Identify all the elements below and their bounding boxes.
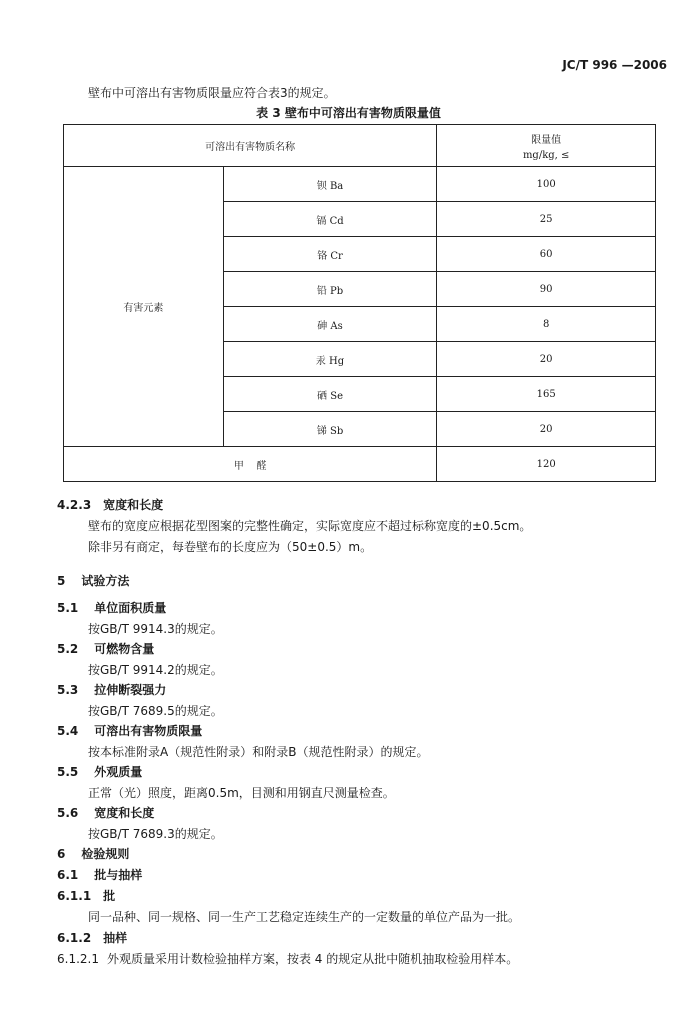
section-number: 5.4	[57, 724, 79, 738]
header-limit-line1: 限量值	[531, 134, 562, 146]
table-row-formaldehyde	[64, 447, 656, 482]
paragraph: 按GB/T 9914.3的规定。	[88, 622, 223, 636]
section-number: 5.2	[57, 642, 79, 656]
section-number: 6.1.2	[57, 931, 92, 945]
value-cell: 120	[437, 447, 656, 482]
paragraph: 按GB/T 9914.2的规定。	[88, 663, 223, 677]
section-number: 6	[57, 847, 66, 861]
section-5	[57, 572, 129, 589]
table-header-row	[64, 125, 656, 167]
paragraph: 除非另有商定，每卷壁布的长度应为（50±0.5）m。	[88, 540, 373, 554]
section-5-2	[57, 640, 154, 657]
section-title: 批与抽样	[94, 868, 143, 882]
value-cell: 8	[437, 307, 656, 342]
document-code: JC/T 996 —2006	[562, 58, 667, 72]
section-number: 5	[57, 574, 66, 588]
section-title: 宽度和长度	[94, 806, 155, 820]
section-title: 外观质量	[94, 765, 143, 779]
section-title: 批	[103, 889, 116, 903]
section-number: 4.2.3	[57, 498, 92, 512]
section-6-1	[57, 866, 142, 883]
section-4-2-3	[57, 496, 163, 513]
section-title: 抽样	[103, 931, 128, 945]
section-number: 5.1	[57, 601, 79, 615]
value-cell: 90	[437, 272, 656, 307]
section-title: 拉伸断裂强力	[94, 683, 167, 697]
paragraph: 按本标准附录A（规范性附录）和附录B（规范性附录）的规定。	[88, 745, 429, 759]
section-title: 可溶出有害物质限量	[94, 724, 203, 738]
element-cell: 砷 As	[223, 307, 437, 342]
value-cell: 165	[437, 377, 656, 412]
section-5-4	[57, 722, 202, 739]
paragraph: 正常（光）照度，距离0.5m，目测和用钢直尺测量检查。	[88, 786, 395, 800]
value-cell: 20	[437, 412, 656, 447]
formaldehyde-label: 甲 醛	[64, 447, 437, 482]
header-substance-name: 可溶出有害物质名称	[64, 125, 437, 167]
section-number: 5.3	[57, 683, 79, 697]
section-number: 5.5	[57, 765, 79, 779]
element-cell: 锑 Sb	[223, 412, 437, 447]
element-cell: 汞 Hg	[223, 342, 437, 377]
table-row	[64, 167, 656, 202]
section-title: 试验方法	[81, 574, 130, 588]
header-limit-line2: mg/kg, ≤	[522, 149, 570, 161]
paragraph: 同一品种、同一规格、同一生产工艺稳定连续生产的一定数量的单位产品为一批。	[88, 910, 521, 924]
value-cell: 20	[437, 342, 656, 377]
value-cell: 100	[437, 167, 656, 202]
section-5-3	[57, 681, 166, 698]
section-6-1-2	[57, 929, 127, 946]
element-cell: 铬 Cr	[223, 237, 437, 272]
paragraph: 按GB/T 7689.3的规定。	[88, 827, 223, 841]
element-cell: 镉 Cd	[223, 202, 437, 237]
group-label: 有害元素	[64, 167, 224, 447]
section-5-6	[57, 804, 154, 821]
element-cell: 钡 Ba	[223, 167, 437, 202]
intro-text: 壁布中可溶出有害物质限量应符合表3的规定。	[88, 86, 336, 100]
section-title: 单位面积质量	[94, 601, 167, 615]
header-limit	[437, 125, 656, 167]
section-5-5	[57, 763, 142, 780]
section-title: 宽度和长度	[103, 498, 164, 512]
section-number: 6.1.1	[57, 889, 92, 903]
limits-table	[63, 124, 656, 482]
section-6	[57, 845, 129, 862]
section-number: 6.1	[57, 868, 79, 882]
paragraph: 按GB/T 7689.5的规定。	[88, 704, 223, 718]
element-cell: 硒 Se	[223, 377, 437, 412]
value-cell: 25	[437, 202, 656, 237]
section-6-1-2-1	[57, 950, 518, 967]
section-title: 检验规则	[81, 847, 130, 861]
table-caption: 表 3 壁布中可溶出有害物质限量值	[256, 106, 441, 120]
section-title: 可燃物含量	[94, 642, 155, 656]
value-cell: 60	[437, 237, 656, 272]
section-6-1-1	[57, 887, 115, 904]
section-number: 5.6	[57, 806, 79, 820]
section-5-1	[57, 599, 166, 616]
paragraph: 壁布的宽度应根据花型图案的完整性确定，实际宽度应不超过标称宽度的±0.5cm。	[88, 519, 532, 533]
element-cell: 铅 Pb	[223, 272, 437, 307]
paragraph: 外观质量采用计数检验抽样方案，按表 4 的规定从批中随机抽取检验用样本。	[106, 952, 519, 966]
section-number: 6.1.2.1	[57, 952, 99, 966]
